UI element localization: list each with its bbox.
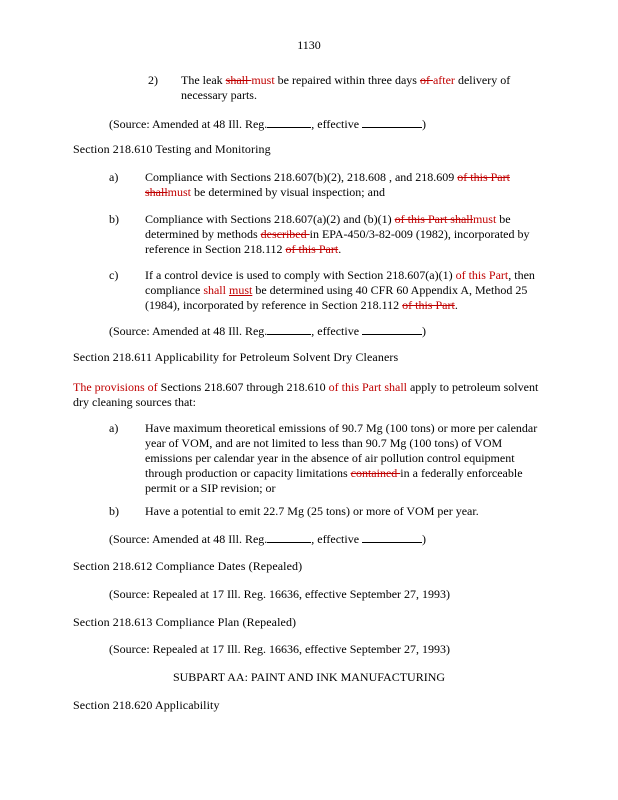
item-2-text: The leak shall must be repaired within three days of after delivery of necessary parts. [181, 73, 511, 102]
section-218-613-heading: Section 218.613 Compliance Plan (Repealed) [73, 615, 297, 629]
sec610-item-b-text: Compliance with Sections 218.607(a)(2) and (b)(1) of this Part shallmust be determined by methods described in EPA-450/3-82-009 (1982), incorporated by reference in Section 218.112 of this Part. [145, 212, 530, 256]
section-218-612-heading: Section 218.612 Compliance Dates (Repealed) [73, 559, 303, 573]
source-amended-3: (Source: Amended at 48 Ill. Reg. , effective ) [109, 532, 427, 546]
sec611-item-b-text: Have a potential to emit 22.7 Mg (25 tons) or more of VOM per year. [145, 504, 479, 518]
section-218-610-heading: Section 218.610 Testing and Monitoring [73, 142, 271, 156]
sec611-item-a-text: Have maximum theoretical emissions of 90.7 Mg (100 tons) or more per calendar year of VOM, and are not limited to less than 90.7 Mg (100 tons) of VOM emissions per calendar year in the absence of air pollution control equipment through production or capacity limitations contained in a federally enforceable permit or a SIP revision; or [145, 421, 538, 495]
item-2-number: 2) [148, 73, 158, 87]
item-a-number: a) [109, 170, 119, 184]
section-218-611-heading: Section 218.611 Applicability for Petroleum Solvent Dry Cleaners [73, 350, 399, 364]
subpart-heading: SUBPART AA: PAINT AND INK MANUFACTURING [172, 670, 446, 684]
sec610-item-a-text: Compliance with Sections 218.607(b)(2), 218.608 , and 218.609 of this Part shallmust be determined by visual inspection; and [145, 170, 510, 199]
sec612-source: (Source: Repealed at 17 Ill. Reg. 16636, effective September 27, 1993) [109, 587, 451, 601]
page-number: 1130 [297, 38, 321, 52]
source-amended-2: (Source: Amended at 48 Ill. Reg. , effective ) [109, 324, 427, 338]
sec610-item-c-text: If a control device is used to comply with Section 218.607(a)(1) of this Part, then compliance shall must be determined using 40 CFR 60 Appendix A, Method 25 (1984), incorporated by reference in Section 218.112 of this Part. [145, 268, 535, 312]
sec611-intro: The provisions of Sections 218.607 through 218.610 of this Part shall apply to petroleum solvent dry cleaning sources that: [73, 380, 539, 409]
item-b-number: b) [109, 212, 119, 226]
section-218-620-heading: Section 218.620 Applicability [73, 698, 220, 712]
sec613-source: (Source: Repealed at 17 Ill. Reg. 16636, effective September 27, 1993) [109, 642, 451, 656]
sec611-item-b-number: b) [109, 504, 119, 518]
sec611-item-a-number: a) [109, 421, 119, 435]
item-c-number: c) [109, 268, 119, 282]
source-amended-1: (Source: Amended at 48 Ill. Reg. , effective ) [109, 117, 427, 131]
